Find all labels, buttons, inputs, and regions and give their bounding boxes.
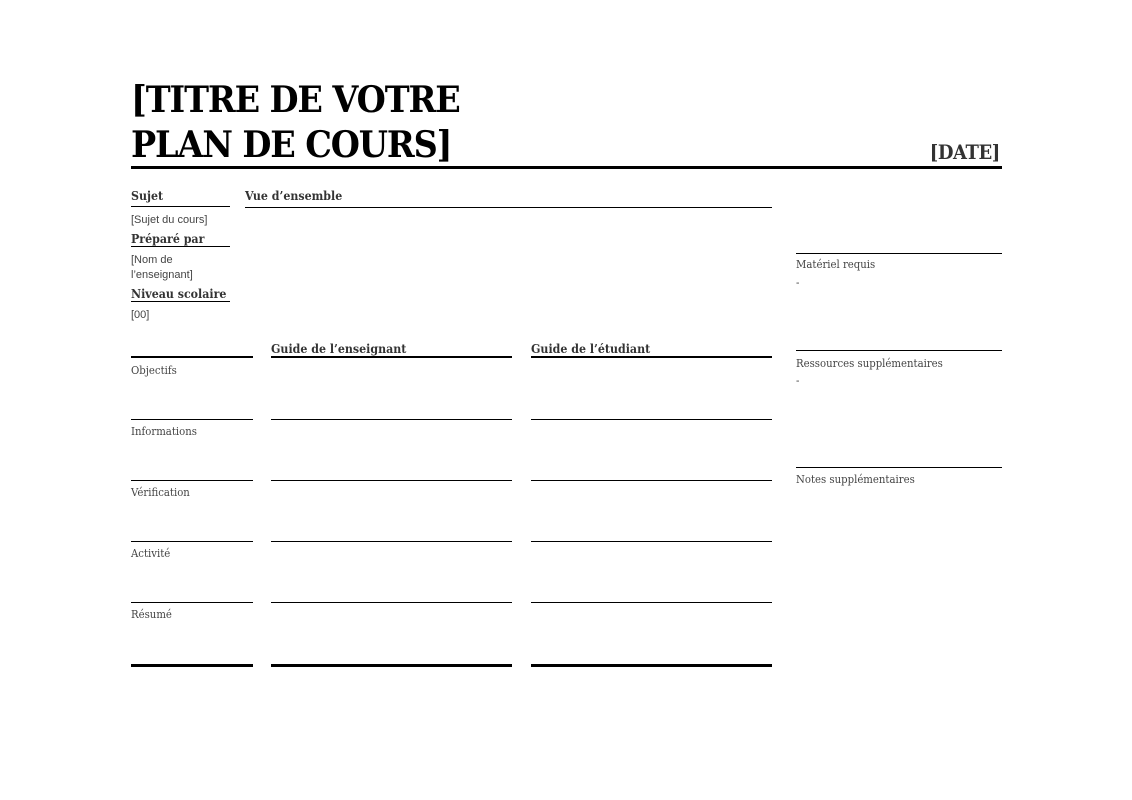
row-label-resume: Résumé bbox=[131, 608, 172, 621]
title-rule bbox=[131, 166, 1002, 169]
student-guide-header: Guide de l’étudiant bbox=[531, 342, 651, 356]
header-rule-rows bbox=[131, 356, 253, 358]
prepared-by-value-line-2: l’enseignant] bbox=[131, 269, 193, 281]
title-line-2: PLAN DE COURS] bbox=[131, 124, 452, 166]
prepared-by-rule bbox=[131, 246, 230, 247]
table-bottom-rule-a bbox=[131, 664, 253, 667]
resources-rule bbox=[796, 350, 1002, 351]
row-rule-4c bbox=[531, 602, 772, 603]
title-line-1: [TITRE DE VOTRE bbox=[131, 79, 460, 121]
grade-label: Niveau scolaire bbox=[131, 287, 227, 301]
subject-rule bbox=[131, 206, 230, 207]
prepared-by-label: Préparé par bbox=[131, 232, 205, 246]
table-bottom-rule-b bbox=[271, 664, 512, 667]
header-rule-student bbox=[531, 356, 772, 358]
notes-label: Notes supplémentaires bbox=[796, 473, 915, 486]
row-rule-3b bbox=[271, 541, 512, 542]
row-rule-2a bbox=[131, 480, 253, 481]
notes-rule bbox=[796, 467, 1002, 468]
row-rule-1b bbox=[271, 419, 512, 420]
row-rule-1c bbox=[531, 419, 772, 420]
row-rule-2c bbox=[531, 480, 772, 481]
row-rule-3c bbox=[531, 541, 772, 542]
page-title bbox=[131, 78, 596, 168]
materials-value: - bbox=[796, 276, 800, 289]
materials-rule bbox=[796, 253, 1002, 254]
prepared-by-value bbox=[131, 253, 193, 283]
overview-label: Vue d’ensemble bbox=[245, 189, 343, 203]
table-bottom-rule-c bbox=[531, 664, 772, 667]
subject-value: [Sujet du cours] bbox=[131, 214, 208, 226]
row-rule-2b bbox=[271, 480, 512, 481]
resources-label: Ressources supplémentaires bbox=[796, 357, 943, 370]
row-label-activite: Activité bbox=[131, 547, 171, 560]
header-rule-teacher bbox=[271, 356, 512, 358]
row-rule-1a bbox=[131, 419, 253, 420]
subject-label: Sujet bbox=[131, 189, 164, 203]
date-field: [DATE] bbox=[929, 140, 1000, 164]
materials-label: Matériel requis bbox=[796, 258, 876, 271]
grade-value: [00] bbox=[131, 309, 150, 321]
teacher-guide-header: Guide de l’enseignant bbox=[271, 342, 407, 356]
grade-rule bbox=[131, 301, 230, 302]
row-rule-3a bbox=[131, 541, 253, 542]
row-rule-4a bbox=[131, 602, 253, 603]
row-label-objectifs: Objectifs bbox=[131, 364, 177, 377]
overview-rule bbox=[245, 207, 772, 208]
resources-value: - bbox=[796, 374, 800, 387]
row-label-verification: Vérification bbox=[131, 486, 190, 499]
prepared-by-value-line-1: [Nom de bbox=[131, 254, 173, 266]
row-rule-4b bbox=[271, 602, 512, 603]
row-label-informations: Informations bbox=[131, 425, 197, 438]
